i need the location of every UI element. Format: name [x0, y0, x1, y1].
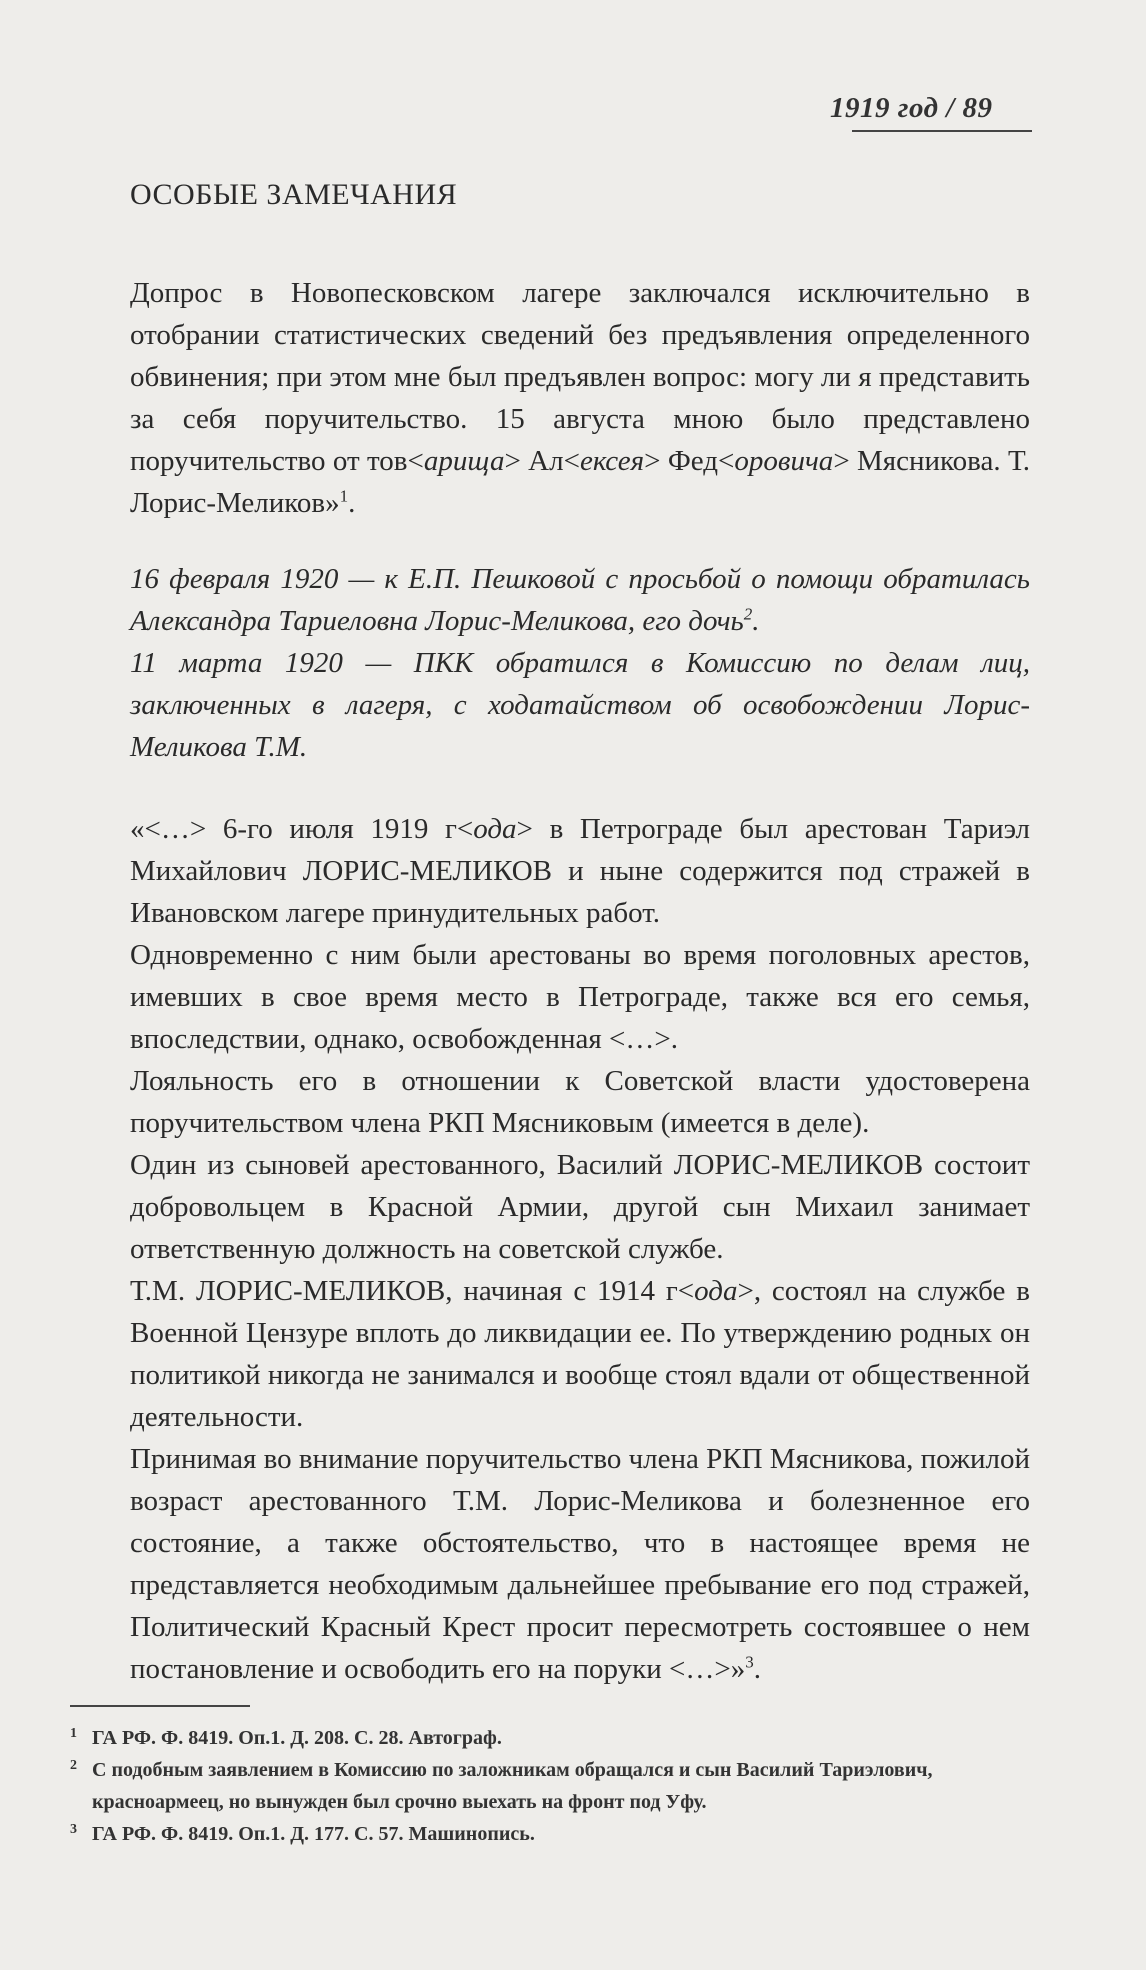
text-run: . [752, 605, 760, 637]
editorial-note-feb-1920 [130, 558, 1030, 642]
text-run: Принимая во внимание поручительство члена РКП Мясникова, пожилой возраст арестованного Т.М. Лорис-Меликова и болезненное его состояние, а также обстоятельство, что в настоящее время не представляется необходимым дальнейшее пребывание его под стражей, Политический Красный Крест просит пересмотреть состоявшее о нем постановление и освободить его на поруки <…>» [130, 1443, 1030, 1685]
petition-paragraph-3: Лояльность его в отношении к Советской власти удостоверена поручительством члена РКП Мясниковым (имеется в деле). [130, 1065, 1030, 1139]
running-head-rule [852, 130, 1032, 132]
text-run: «<…> 6-го июля 1919 г< [130, 813, 474, 845]
footnote-number: 2 [70, 1758, 77, 1773]
petition-text [130, 808, 1030, 1690]
footnotes [70, 1722, 1030, 1850]
footnote-number: 3 [70, 1822, 77, 1837]
text-run-italic: ода [473, 813, 517, 845]
footnote-ref-2: 2 [743, 604, 753, 624]
footnote-text: С подобным заявлением в Комиссию по заложникам обращался и сын Василий Тариэлович, красноармеец, но вынужден был срочно выехать на фронт под Уфу. [92, 1759, 933, 1813]
footnote [70, 1754, 1030, 1818]
footnote-ref-3: 3 [745, 1652, 754, 1672]
text-run-italic: арища [423, 445, 505, 477]
footnote-ref-1: 1 [339, 486, 349, 506]
text-run: Допрос в Новопесковском лагере заключался исключительно в отобрании статистических сведений без предъявления определенного обвинения; при этом мне был предъявлен вопрос: могу ли я представить за себя поручительство. 15 августа мною было представлено поручительство от тов< [130, 277, 1030, 477]
footnote-text: ГА РФ. Ф. 8419. Оп.1. Д. 208. С. 28. Автограф. [92, 1727, 502, 1749]
paragraph-interrogation [130, 272, 1030, 524]
footnote [70, 1722, 1030, 1754]
petition-paragraph-2: Одновременно с ним были арестованы во время поголовных арестов, имевших в свое время место в Петрограде, также вся его семья, впоследствии, однако, освобожденная <…>. [130, 939, 1030, 1055]
text-run: 16 февраля 1920 — к Е.П. Пешковой с просьбой о помощи обратилась Александра Тариеловна Лорис-Меликова, его дочь [130, 563, 1030, 637]
text-run: > Ал< [504, 445, 580, 477]
footnote [70, 1818, 1030, 1850]
page-body [130, 170, 1030, 1690]
editorial-note-mar-1920: 11 марта 1920 — ПКК обратился в Комиссию по делам лиц, заключенных в лагеря, с ходатайством об освобождении Лорис-Меликова Т.М. [130, 647, 1030, 763]
text-run-italic: ода [694, 1275, 738, 1307]
section-title: ОСОБЫЕ ЗАМЕЧАНИЯ [130, 178, 458, 211]
text-run: . [753, 1653, 761, 1685]
petition-paragraph-1 [130, 808, 1030, 934]
petition-paragraph-5 [130, 1270, 1030, 1438]
text-run: >, состоял на службе в Военной Цензуре вплоть до ликвидации ее. По утверждению родных он политикой никогда не занимался и вообще стоял вдали от общественной деятельности. [130, 1275, 1030, 1433]
petition-paragraph-6 [130, 1438, 1030, 1690]
text-run: . [348, 487, 356, 519]
text-run: > Мясникова. Т. Лорис-Меликов» [130, 445, 1031, 519]
text-run-italic: оровича [734, 445, 834, 477]
text-run: Т.М. ЛОРИС-МЕЛИКОВ, начиная с 1914 г< [130, 1275, 695, 1307]
footnote-number: 1 [70, 1726, 77, 1741]
footnote-text: ГА РФ. Ф. 8419. Оп.1. Д. 177. С. 57. Машинопись. [92, 1823, 535, 1845]
text-run: > Фед< [644, 445, 735, 477]
footnote-rule [70, 1705, 250, 1707]
running-head: 1919 год / 89 [830, 92, 993, 124]
text-run: > в Петрограде был арестован Тариэл Михайлович ЛОРИС-МЕЛИКОВ и ныне содержится под стражей в Ивановском лагере принудительных работ. [130, 813, 1030, 929]
petition-paragraph-4: Один из сыновей арестованного, Василий ЛОРИС-МЕЛИКОВ состоит добровольцем в Красной Армии, другой сын Михаил занимает ответственную должность на советской службе. [130, 1149, 1030, 1265]
editorial-notes [130, 558, 1030, 768]
text-run-italic: ексея [579, 445, 645, 477]
